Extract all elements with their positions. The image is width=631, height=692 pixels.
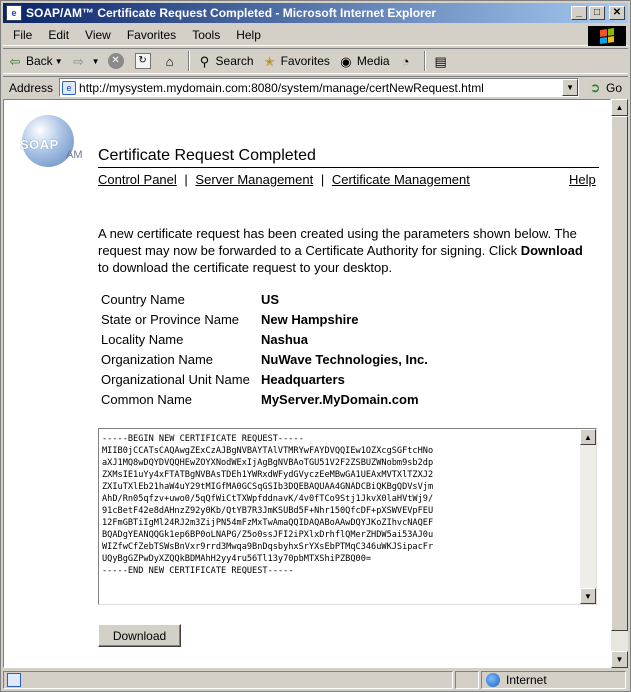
certificate-request-textarea[interactable] [98, 428, 597, 605]
menu-bar [3, 25, 628, 46]
address-dropdown-icon[interactable]: ▼ [562, 79, 578, 96]
field-label: Organization Name [101, 352, 213, 367]
field-value: Headquarters [261, 372, 345, 387]
intro-download-word: Download [520, 243, 583, 258]
status-message [3, 671, 453, 689]
address-label: Address [9, 80, 54, 95]
field-value: US [261, 292, 280, 307]
textarea-scrollbar[interactable] [580, 429, 596, 604]
title-bar[interactable] [3, 3, 628, 23]
back-dropdown-icon[interactable]: ▼ [54, 56, 63, 66]
logo-am-text: AM [66, 149, 83, 161]
control-panel-link[interactable]: Control Panel [98, 172, 177, 187]
address-bar [3, 76, 628, 98]
search-button[interactable] [193, 50, 258, 72]
scroll-up-icon[interactable]: ▲ [611, 99, 628, 116]
favorites-label: Favorites [280, 54, 330, 68]
favorites-button[interactable] [258, 50, 334, 72]
menu-help[interactable]: Help [236, 28, 261, 42]
field-value: Nashua [261, 332, 308, 347]
windows-logo-icon [588, 26, 626, 46]
scroll-down-icon[interactable]: ▼ [611, 651, 628, 668]
favorites-star-icon: ✭ [264, 53, 276, 69]
go-arrow-icon: ➲ [589, 80, 601, 95]
field-label: Common Name [101, 392, 193, 407]
forward-button[interactable] [67, 50, 104, 72]
back-label: Back [26, 54, 53, 68]
back-arrow-icon: ⇦ [9, 53, 21, 69]
refresh-icon: ↻ [135, 53, 151, 69]
intro-text-part2: to download the certificate request to your desktop. [98, 260, 393, 275]
status-panel [455, 671, 479, 689]
nav-links [98, 172, 470, 187]
home-button[interactable] [158, 50, 185, 72]
history-icon: ◔ [401, 53, 410, 69]
refresh-button[interactable] [131, 50, 158, 72]
page-status-icon [7, 673, 21, 687]
soap-am-logo [18, 115, 92, 175]
print-button[interactable] [429, 50, 456, 72]
media-icon: ◉ [340, 53, 352, 69]
field-label: Organizational Unit Name [101, 372, 250, 387]
field-value: NuWave Technologies, Inc. [261, 352, 428, 367]
textarea-scroll-up-icon[interactable]: ▲ [580, 429, 596, 445]
media-button[interactable] [334, 50, 394, 72]
page-content [3, 99, 611, 668]
search-label: Search [215, 54, 254, 68]
forward-arrow-icon: ⇨ [73, 53, 85, 69]
zone-label: Internet [506, 673, 547, 687]
media-label: Media [356, 54, 390, 68]
toolbar [3, 48, 628, 74]
go-label: Go [606, 80, 623, 95]
security-zone [481, 671, 626, 689]
server-management-link[interactable]: Server Management [195, 172, 314, 187]
scroll-thumb[interactable] [611, 116, 628, 631]
forward-dropdown-icon[interactable]: ▼ [91, 56, 100, 66]
menu-file[interactable]: File [13, 28, 33, 42]
stop-icon: ✕ [108, 53, 124, 69]
status-bar [3, 670, 628, 690]
field-label: State or Province Name [101, 312, 240, 327]
go-button[interactable] [587, 80, 622, 96]
stop-button[interactable] [104, 50, 131, 72]
logo-soap-text: SOAP [20, 137, 59, 152]
search-icon: ⚲ [199, 53, 210, 69]
title-divider [98, 167, 599, 168]
menu-tools[interactable]: Tools [192, 28, 221, 42]
address-input[interactable] [59, 78, 579, 97]
close-button[interactable]: ✕ [609, 6, 625, 20]
field-value: New Hampshire [261, 312, 359, 327]
page-scrollbar[interactable] [611, 99, 628, 668]
certificate-request-text[interactable]: -----BEGIN NEW CERTIFICATE REQUEST----- MIIB0jCCATsCAQAwgZExCzAJBgNVBAYTAlVTMRYwFAYDVQQIEw1OZXcgSGFtcHNo aXJ1MQ8wDQYDVQQHEwZOYXNodWExIjAgBgNVBAoTGU51V2F2ZSBUZWNobm9sb2dp ZXMsIE1uYy4xFTATBgNVBAsTDEh1YWRxdWFydGVyczEeMBwGA1UEAxMVTXlTZXJ2 ZXIuTXlEb21haW4uY29tMIGfMA0GCSqGSIb3DQEBAQUAA4GNADCBiQKBgQDVsVjm AhD/Rn05qfzv+uwo0/5qQfWiCtTXWpfddnavK/4v0fTCo9Stj1JkvX0laHVtWj9/ 91cBetF42e8dAHnzZ92y0Kb/QtYB7R3JmKSUBd5F+Nhr150QfcDF+pXSWVEVpFEU 12FmGBTiIgMl24RJ2m3ZijPN54mFzMxTwAmaQQIDAQABoAAwDQYJKoZIhvcNAQEF BQADgYEANQQGk1ep6BP0oLNAPG/Z5o0ssJFI2iPXlxDrhflQMerZHDW5ai53AJ0u WIZfwCfZebTSWsBnVxr9rrd3Mwqa9BnDqsbyhxSrYXsEbPTMqC346uWKJSipacFr UQyBgGZPwDyXZQQkBDMAhH2yy4ru56Tl13y70pbMTXShiPZBQ00= -----END NEW CERTIFICATE REQUEST----- [102, 434, 434, 576]
print-icon: ▤ [434, 53, 447, 69]
toolbar-separator [188, 51, 190, 71]
nav-separator: | [184, 172, 188, 187]
ie-page-icon: e [6, 5, 22, 21]
field-label: Country Name [101, 292, 185, 307]
maximize-button[interactable]: □ [589, 6, 605, 20]
back-button[interactable] [3, 50, 67, 72]
home-icon: ⌂ [165, 53, 174, 69]
menu-view[interactable]: View [85, 28, 111, 42]
nav-separator: | [320, 172, 325, 187]
window-title: SOAP/AM™ Certificate Request Completed - Microsoft Internet Explorer [26, 6, 437, 20]
internet-zone-icon [486, 673, 500, 687]
menu-favorites[interactable]: Favorites [126, 28, 177, 42]
menu-edit[interactable]: Edit [48, 28, 70, 42]
field-value: MyServer.MyDomain.com [261, 392, 419, 407]
certificate-management-link[interactable]: Certificate Management [331, 172, 470, 187]
page-title: Certificate Request Completed [98, 147, 316, 164]
toolbar-separator [424, 51, 426, 71]
page-icon: e [62, 81, 76, 95]
address-url[interactable]: http://mysystem.mydomain.com:8080/system/manage/certNewRequest.html [79, 80, 484, 95]
intro-text-part1: A new certificate request has been created using the parameters shown below. The request may now be forwarded to a Certificate Authority for signing. Click [98, 226, 577, 258]
field-label: Locality Name [101, 332, 184, 347]
download-button[interactable]: Download [98, 624, 181, 647]
intro-text [98, 225, 593, 276]
textarea-scroll-down-icon[interactable]: ▼ [580, 588, 596, 604]
history-button[interactable] [394, 50, 421, 72]
minimize-button[interactable]: _ [571, 6, 587, 20]
help-link[interactable]: Help [569, 172, 596, 187]
